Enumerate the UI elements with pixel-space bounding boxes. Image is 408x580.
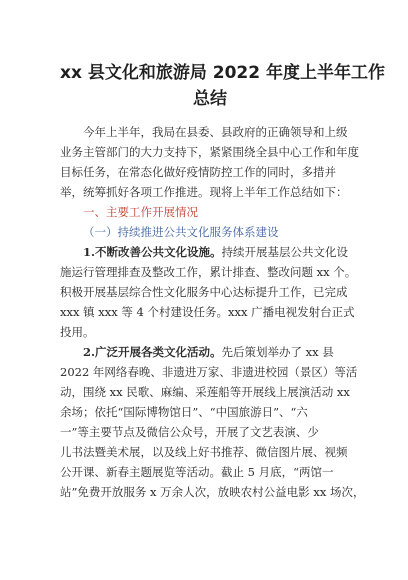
item-2-line: 儿书法暨美术展，以及线上好书推荐、微信图片展、视频: [60, 445, 348, 459]
intro-paragraph: [60, 122, 360, 202]
intro-line: 举，统筹抓好各项工作推进。现将上半年工作总结如下：: [60, 185, 348, 199]
item-2-line: 公开课、新春主题展览等活动。截止 5 月底，“两馆一: [60, 465, 334, 479]
item-2-paragraph: [60, 342, 365, 502]
item-2-line: 一”等主要节点及微信公众号，开展了文艺表演、少: [60, 425, 319, 439]
item-1-lead: 1.不断改善公共文化设施。: [83, 245, 222, 259]
item-2-line: 余场；依托“国际博物馆日”、“中国旅游日”、“六: [60, 405, 308, 419]
item-2-line: 动，围绕 xx 民歌、麻编、采莲船等开展线上展演活动 xx: [60, 385, 350, 399]
item-1-first-line-rest: 持续开展基层公共文化设: [221, 245, 349, 259]
item-1-line: 投用。: [60, 325, 95, 339]
title-line-2: 总结: [193, 89, 227, 109]
item-1-line: xxx 镇 xxx 等 4 个村建设任务。xxx 广播电视发射台正式: [60, 305, 355, 319]
item-2-first-line-rest: 先后策划举办了 xx 县: [221, 345, 334, 359]
section-heading-1: 一、主要工作开展情况: [83, 205, 198, 219]
document-body: [60, 122, 365, 502]
item-1-line: 施运行管理排查及整改工作，累计排查、整改问题 xx 个。: [60, 265, 357, 279]
item-2-line: 2022 年网络春晚、非遗进万家、非遗进校园（景区）等活: [60, 365, 358, 379]
intro-line: 业务主管部门的大力支持下，紧紧围绕全县中心工作和年度: [60, 145, 359, 159]
item-2-lead: 2.广泛开展各类文化活动。: [83, 345, 222, 359]
item-1-paragraph: [60, 242, 360, 342]
intro-line: 目标任务，在常态化做好疫情防控工作的同时，多措并: [60, 165, 336, 179]
subsection-heading: （一）持续推进公共文化服务体系建设: [83, 225, 279, 239]
item-1-first-line: [60, 242, 360, 262]
title-line-1: xx 县文化和旅游局 2022 年度上半年工作: [60, 63, 385, 83]
item-2-line: 站”免费开放服务 x 万余人次，放映农村公益电影 xx 场次，: [60, 485, 365, 499]
item-1-line: 积极开展基层综合性文化服务中心达标提升工作，已完成: [60, 285, 348, 299]
document-title: [60, 60, 385, 112]
intro-line: 今年上半年，我局在县委、县政府的正确领导和上级: [83, 125, 348, 139]
item-2-first-line: [60, 342, 360, 362]
